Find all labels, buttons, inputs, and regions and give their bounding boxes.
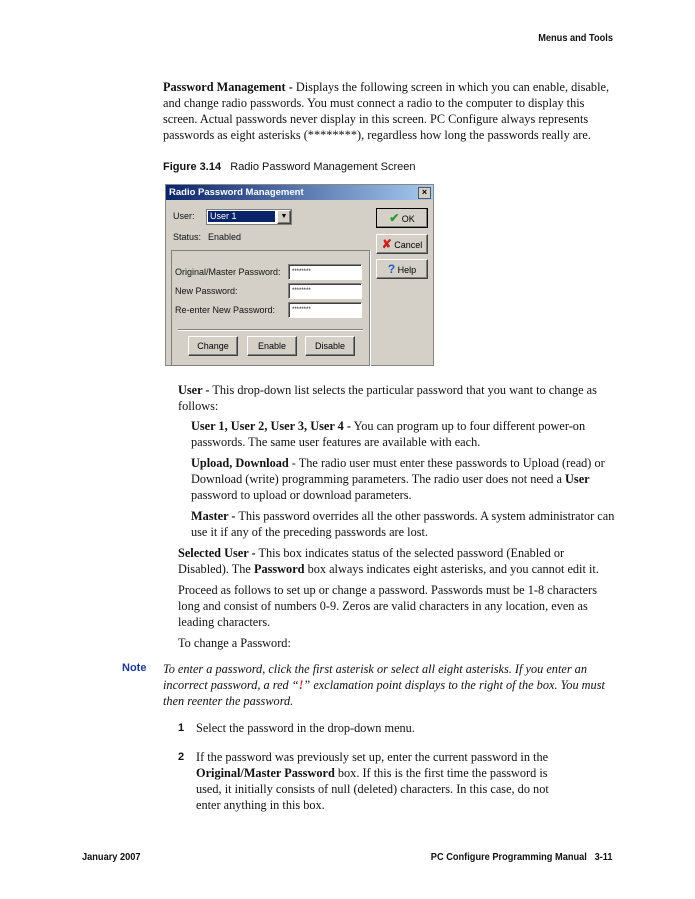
text: This password overrides all the other passwords. A system administrator can use it if any of the preceding passwords are lost.: [191, 509, 615, 539]
user-description: [178, 382, 618, 414]
text: This drop-down list selects the particular password that you want to change as follows:: [178, 383, 597, 413]
figure-caption: [163, 161, 695, 173]
chevron-down-icon[interactable]: ▼: [277, 210, 291, 224]
step-text: [196, 749, 566, 813]
intro-paragraph: [163, 79, 613, 143]
step-number: 2: [178, 751, 185, 763]
text: To enter a password, click the first asterisk or select all eight asterisks. If you enter an incorrect password, a red “: [163, 662, 587, 692]
text: box. If this is the first time the password is used, it initially consists of null (deleted) characters. In this case, do not enter anything in this box.: [196, 766, 549, 812]
term: User -: [178, 383, 210, 397]
status-label: Status:: [173, 232, 202, 242]
original-password-field[interactable]: ********: [288, 264, 362, 280]
proceed-paragraph: Proceed as follows to set up or change a password. Passwords must be 1-8 characters long and consist of numbers 0-9. Zeros are valid characters in any location, even as leading characters.: [178, 583, 598, 629]
term: Password: [253, 562, 305, 576]
figure-title: Radio Password Management Screen: [230, 161, 416, 173]
disable-button[interactable]: Disable: [305, 336, 355, 356]
new-password-field[interactable]: ********: [288, 283, 362, 299]
cancel-label: Cancel: [394, 240, 423, 250]
step: [0, 720, 695, 736]
figure-number: Figure 3.14: [163, 161, 222, 173]
term: Password Management -: [163, 80, 293, 94]
sub-item-master: [191, 508, 616, 540]
help-label: Help: [397, 265, 417, 275]
footer-manual: [431, 851, 613, 863]
cancel-button[interactable]: [376, 234, 428, 254]
text: - The radio user must enter these passwords to Upload (read) or Download (write) programming parameters. The radio user does not need a: [191, 456, 605, 486]
change-button[interactable]: Change: [188, 336, 238, 356]
password-dialog: [165, 184, 434, 366]
question-icon: ?: [387, 262, 396, 276]
note-label: Note: [122, 662, 147, 674]
text: box always indicates eight asterisks, and you cannot edit it.: [304, 562, 599, 576]
x-icon: ✘: [381, 237, 392, 251]
footer-date: January 2007: [82, 851, 141, 863]
user-dropdown[interactable]: [206, 209, 292, 225]
reenter-password-label: Re-enter New Password:: [175, 305, 276, 315]
exclamation-mark: !: [298, 678, 304, 692]
to-change-heading: To change a Password:: [178, 636, 291, 650]
sub-item-users: [191, 418, 616, 450]
status-value: Enabled: [208, 232, 242, 242]
text: password to upload or download parameters.: [191, 488, 412, 502]
term: User: [565, 472, 590, 486]
dialog-titlebar: [166, 185, 433, 200]
text: This box indicates status of the selected password (Enabled or Disabled). The: [178, 546, 565, 576]
step-text: Select the password in the drop-down menu.: [196, 721, 415, 735]
manual-title: PC Configure Programming Manual: [431, 851, 588, 863]
original-password-label: Original/Master Password:: [175, 267, 281, 277]
term: Original/Master Password: [196, 766, 335, 780]
reenter-password-field[interactable]: ********: [288, 302, 362, 318]
step: [0, 749, 695, 813]
text: ” exclamation point displays to the right of the box. You must then reenter the password.: [163, 678, 605, 708]
dialog-title: Radio Password Management: [169, 187, 304, 198]
divider: [178, 329, 363, 331]
term: Upload, Download: [191, 456, 289, 470]
help-button[interactable]: [376, 259, 428, 279]
term: Master -: [191, 509, 236, 523]
text: If the password was previously set up, enter the current password in the: [196, 750, 549, 764]
user-selected-value: User 1: [208, 211, 275, 222]
note: [0, 661, 695, 709]
page-body: [0, 79, 695, 813]
selected-user-description: [178, 545, 618, 577]
text: Displays the following screen in which you can enable, disable, and change radio passwords. You must connect a radio to the computer to display this screen. Actual passwords never display in this screen. PC Configure always represents passwords as eight asterisks (********), regardless how long the passwords really are.: [163, 80, 610, 142]
enable-button[interactable]: Enable: [247, 336, 297, 356]
user-label: User:: [173, 211, 195, 221]
term: User 1, User 2, User 3, User 4 -: [191, 419, 351, 433]
step-number: 1: [178, 722, 185, 734]
checkmark-icon: ✔: [389, 211, 400, 225]
ok-button[interactable]: [376, 208, 428, 228]
sub-item-upload-download: [191, 455, 616, 503]
page-number: 3-11: [595, 851, 613, 863]
close-icon[interactable]: ×: [418, 187, 431, 199]
note-text: [163, 661, 618, 709]
running-header: Menus and Tools: [538, 32, 613, 44]
new-password-label: New Password:: [175, 286, 238, 296]
term: Selected User -: [178, 546, 256, 560]
ok-label: OK: [401, 214, 415, 224]
text: You can program up to four different power-on passwords. The same user features are available with each.: [191, 419, 586, 449]
